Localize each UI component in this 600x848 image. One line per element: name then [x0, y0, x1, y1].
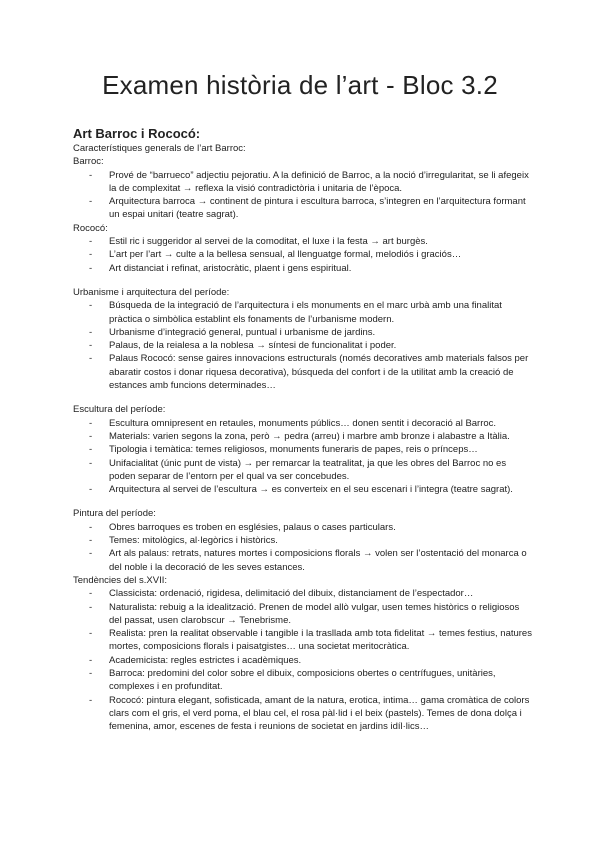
- list-item: - Academicista: regles estrictes i acadèmiques.: [73, 654, 533, 667]
- document-title: Examen història de l’art - Bloc 3.2: [102, 70, 498, 100]
- list-item: - Art distanciat i refinat, aristocràtic, plaent i gens espiritual.: [73, 262, 533, 275]
- list-item: - Escultura omnipresent en retaules, monuments públics… donen sentit i decoració al Barroc.: [73, 417, 533, 430]
- rococo-label: Rococó:: [73, 222, 108, 234]
- list-item: - Arquitectura al servei de l’escultura → es converteix en el seu escenari i l’integra (teatre sagrat).: [73, 483, 533, 496]
- list-item: - Rococó: pintura elegant, sofisticada, amant de la natura, erotica, intima… gama cromàtica de colors clars com el gris, el verd poma, el blau cel, el rosa pàl·lid i el beix (pastels). Temes de dona dolça i femenina, amor, escenes de festa i reunions de societat en jardins idíl·lics…: [73, 694, 533, 734]
- urbanism-label: Urbanisme i arquitectura del període:: [73, 286, 230, 298]
- list-item: - Classicista: ordenació, rigidesa, delimitació del dibuix, distanciament de l’espectador…: [73, 587, 533, 600]
- list-item: - Temes: mitològics, al·legòrics i històrics.: [73, 534, 533, 547]
- list-item: - Realista: pren la realitat observable i tangible i la trasllada amb tota fidelitat → temes festius, natures mortes, composicions florals i paisatgistes… una societat meritocràtica.: [73, 627, 533, 654]
- list-item: - Naturalista: rebuig a la idealització. Prenen de model allò vulgar, usen temes històrics o religiosos del passat, usen clarobscur → Tenebrisme.: [73, 601, 533, 628]
- painting-list: [73, 521, 533, 574]
- list-item: - Barroca: predomini del color sobre el dibuix, composicions obertes o centrífugues, unitàries, complexes i en profunditat.: [73, 667, 533, 694]
- list-item: - Palaus Rococó: sense gaires innovacions estructurals (només decoratives amb materials falsos per abaratir costos i donar riquesa decorativa), búsqueda del confort i de la utilitat amb la creació de estances amb funcions determinades…: [73, 352, 533, 392]
- section-heading: Art Barroc i Rococó:: [73, 126, 201, 141]
- list-item: - Estil ric i suggeridor al servei de la comoditat, el luxe i la festa → art burgès.: [73, 235, 533, 248]
- list-item: - Búsqueda de la integració de l’arquitectura i els monuments en el marc urbà amb una finalitat pràctica o simbòlica establint els fonaments de l’urbanisme modern.: [73, 299, 533, 326]
- list-item: - Materials: varien segons la zona, però → pedra (arreu) i marbre amb bronze i alabastre a Itàlia.: [73, 430, 533, 443]
- list-item: - Prové de “barrueco” adjectiu pejoratiu. A la definició de Barroc, a la noció d’irregularitat, se li afegeix la de complexitat → reflexa la visió contradictòria i unitaria de l’època.: [73, 169, 533, 196]
- trends-list: [73, 587, 533, 733]
- list-item: - Arquitectura barroca → continent de pintura i escultura barroca, s’integren en l’arquitectura formant un espai unitari (teatre sagrat).: [73, 195, 533, 222]
- barroc-label: Barroc:: [73, 156, 104, 168]
- sculpture-list: [73, 417, 533, 497]
- list-item: - L’art per l’art → culte a la bellesa sensual, al llenguatge formal, melodiós i graciós…: [73, 248, 533, 261]
- barroc-list: [73, 169, 533, 222]
- list-item: - Tipologia i temàtica: temes religiosos, monuments funeraris de papes, reis o prínceps…: [73, 443, 533, 456]
- trends-label: Tendències del s.XVII:: [73, 574, 167, 586]
- list-item: - Unifacialitat (únic punt de vista) → per remarcar la teatralitat, ja que les obres del Barroc no es poden separar de l’entorn per el qual va ser concebudes.: [73, 457, 533, 484]
- document-body: [73, 126, 533, 733]
- list-item: - Art als palaus: retrats, natures mortes i composicions florals → volen ser l’ostentació del monarca o del noble i la decoració de les seves estances.: [73, 547, 533, 574]
- list-item: - Urbanisme d’integració general, puntual i urbanisme de jardins.: [73, 326, 533, 339]
- urbanism-list: [73, 299, 533, 392]
- list-item: - Palaus, de la reialesa a la noblesa → síntesi de funcionalitat i poder.: [73, 339, 533, 352]
- rococo-list: [73, 235, 533, 275]
- list-item: - Obres barroques es troben en esglésies, palaus o cases particulars.: [73, 521, 533, 534]
- painting-label: Pintura del període:: [73, 508, 156, 520]
- sculpture-label: Escultura del període:: [73, 404, 166, 416]
- general-characteristics-label: Característiques generals de l’art Barroc:: [73, 143, 246, 154]
